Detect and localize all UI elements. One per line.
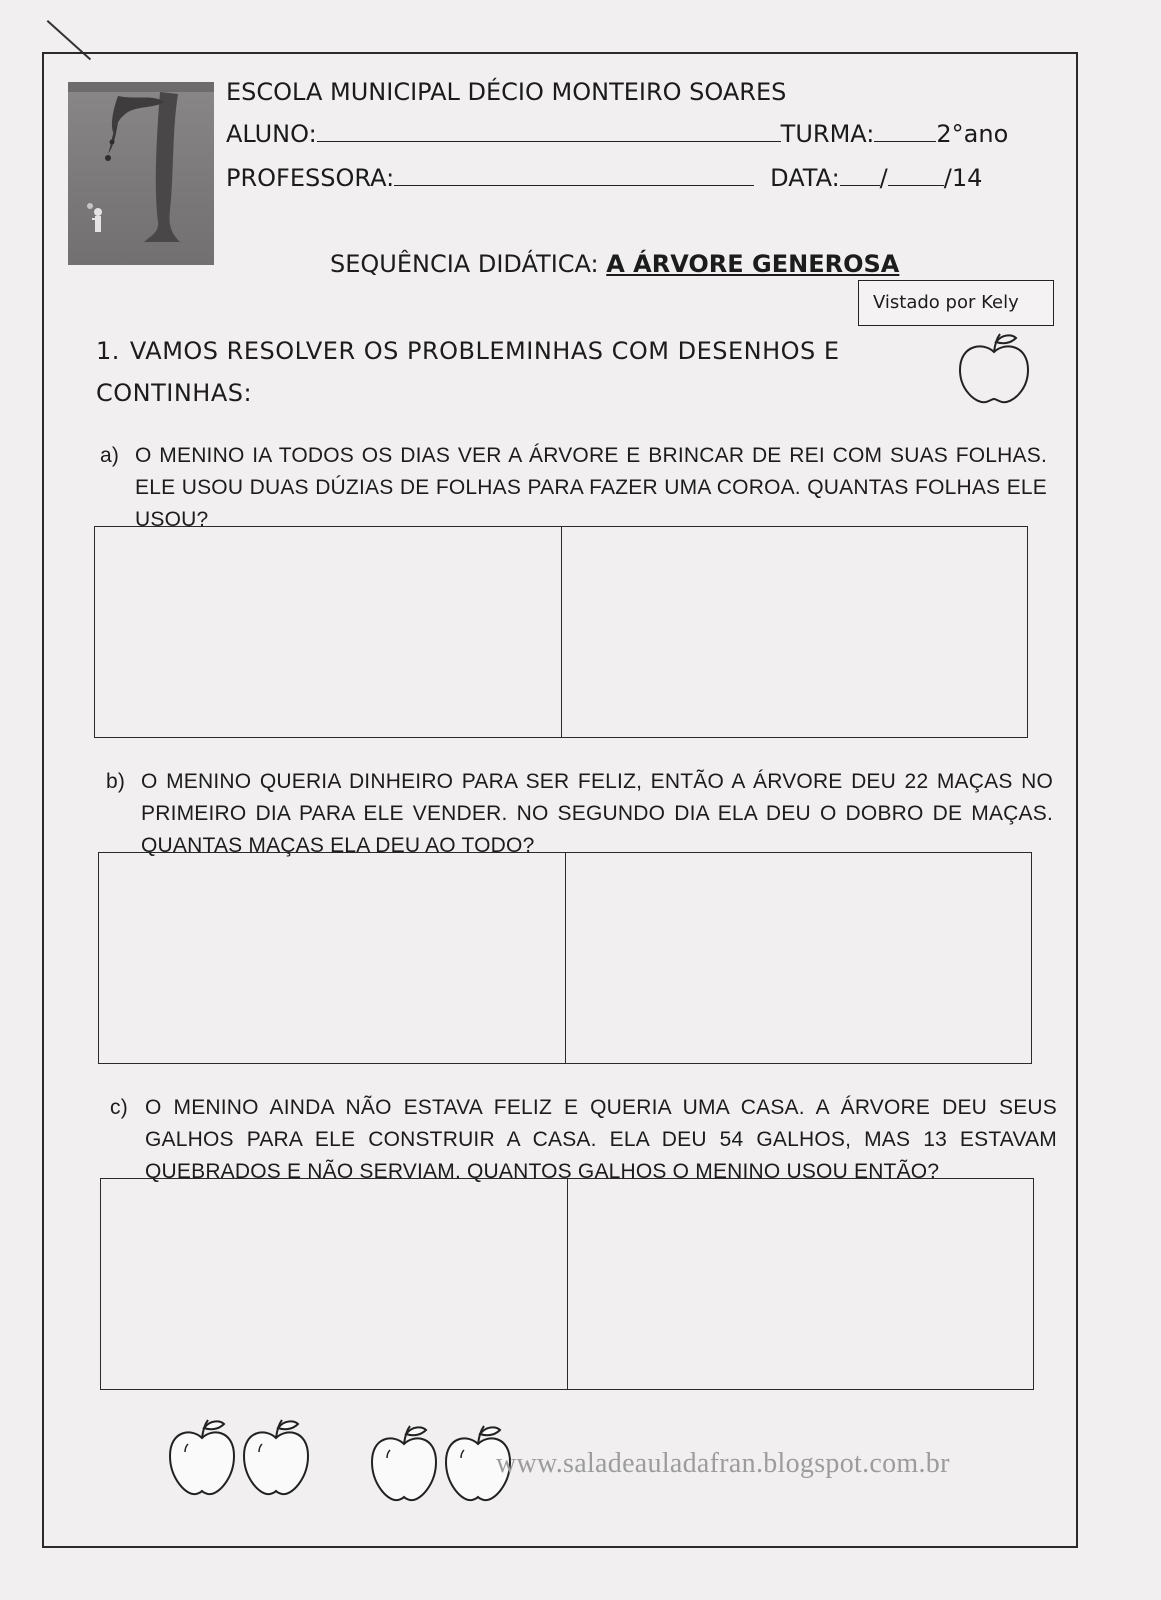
title-prefix: SEQUÊNCIA DIDÁTICA: [330,250,599,278]
question-1 [96,330,956,414]
calculation-area[interactable] [565,853,1032,1063]
worksheet [42,52,1078,1548]
turma-label: TURMA: [780,120,875,148]
footer-url: www.saladeauladafran.blogspot.com.br [496,1448,950,1479]
problem-label: b) [106,770,126,793]
data-month-field[interactable] [888,185,944,186]
aluno-row [226,120,1008,148]
professora-row [226,164,982,192]
apple-icon [954,330,1034,406]
school-name: ESCOLA MUNICIPAL DÉCIO MONTEIRO SOARES [226,78,787,106]
problem-label: a) [100,444,120,467]
data-separator: / [879,164,888,192]
aluno-field[interactable] [317,141,781,142]
tree-illustration [68,82,214,265]
turma-value: 2°ano [936,120,1009,148]
calculation-area[interactable] [567,1179,1034,1389]
aluno-label: ALUNO: [226,120,317,148]
problem-label: c) [110,1096,128,1119]
apples-decoration [164,1406,524,1506]
answer-box-b [98,852,1032,1064]
turma-field[interactable] [874,141,936,142]
title-highlight: A ÁRVORE GENEROSA [606,250,900,278]
answer-box-a [94,526,1028,738]
vistado-stamp: Vistado por Kely [858,280,1054,326]
drawing-area[interactable] [101,1179,567,1389]
problem-text: O MENINO QUERIA DINHEIRO PARA SER FELIZ, ENTÃO A ÁRVORE DEU 22 MAÇAS NO PRIMEIRO DIA PARA ELE VENDER. NO SEGUNDO DIA ELA DEU O DOBRO DE MAÇAS. QUANTAS MAÇAS ELA DEU AO TODO? [141,770,1053,857]
data-year: /14 [943,164,983,192]
question-text: VAMOS RESOLVER OS PROBLEMINHAS COM DESENHOS E CONTINHAS: [96,337,840,407]
data-label: DATA: [770,164,840,192]
drawing-area[interactable] [99,853,565,1063]
calculation-area[interactable] [561,527,1028,737]
drawing-area[interactable] [95,527,561,737]
answer-box-c [100,1178,1034,1390]
question-number: 1. [96,337,120,365]
problem-text: O MENINO IA TODOS OS DIAS VER A ÁRVORE E BRINCAR DE REI COM SUAS FOLHAS. ELE USOU DUAS DÚZIAS DE FOLHAS PARA FAZER UMA COROA. QUANTAS FOLHAS ELE USOU? [135,444,1047,531]
professora-field[interactable] [394,185,754,186]
page-title [330,250,899,278]
professora-label: PROFESSORA: [226,164,395,192]
data-day-field[interactable] [840,185,880,186]
problem-text: O MENINO AINDA NÃO ESTAVA FELIZ E QUERIA UMA CASA. A ÁRVORE DEU SEUS GALHOS PARA ELE CONSTRUIR A CASA. ELA DEU 54 GALHOS, MAS 13 ESTAVAM QUEBRADOS E NÃO SERVIAM. QUANTOS GALHOS O MENINO USOU ENTÃO? [145,1096,1057,1183]
